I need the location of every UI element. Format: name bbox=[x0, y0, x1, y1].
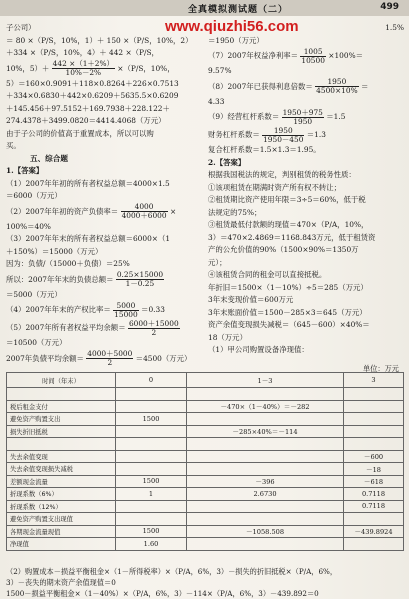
section-heading: 五、综合题 bbox=[30, 153, 68, 163]
text-line: ④该租赁合同的租金可以直接抵税。 bbox=[208, 270, 327, 279]
numerator: 1950 bbox=[262, 127, 304, 136]
text-line: ＝6000（万元） bbox=[6, 191, 62, 200]
cell bbox=[116, 500, 187, 513]
text: ＝0.33 bbox=[141, 305, 165, 314]
cell bbox=[187, 438, 344, 451]
cell bbox=[344, 388, 404, 401]
text: ＝4500（万元） bbox=[135, 353, 192, 363]
cell bbox=[187, 463, 344, 476]
fraction bbox=[300, 48, 326, 65]
text-line: 产的公允价值的90%（1500×90%＝1350万 bbox=[208, 245, 359, 254]
cell: －618 bbox=[344, 475, 404, 488]
cell bbox=[344, 538, 404, 551]
cell: 1500 bbox=[116, 413, 187, 426]
cell bbox=[187, 513, 344, 526]
cell: －396 bbox=[187, 475, 344, 488]
text-line: 3年末变现价值＝600万元 bbox=[208, 295, 294, 304]
cell: －18 bbox=[344, 463, 404, 476]
right-column bbox=[208, 22, 404, 357]
table-row bbox=[7, 475, 404, 488]
row-label: 差额现金流量 bbox=[7, 475, 116, 488]
formula-line bbox=[6, 60, 202, 78]
cell: 1 bbox=[116, 488, 187, 501]
text-line: 3年末账面价值＝1500－285×3＝645（万元） bbox=[208, 307, 367, 317]
cell bbox=[187, 388, 344, 401]
fraction bbox=[315, 78, 358, 95]
text-line: 1500－损益平衡租金×（1－40%）×（P/A，6%，3）－114×（P/A，6%，3）－439.892＝0 bbox=[6, 589, 319, 598]
cell: 1.60 bbox=[116, 538, 187, 551]
table-row bbox=[7, 538, 404, 551]
fraction bbox=[52, 60, 115, 77]
cell bbox=[187, 500, 344, 513]
denominator: 10500 bbox=[301, 55, 325, 65]
numerator: 1005 bbox=[300, 48, 326, 57]
cell bbox=[116, 513, 187, 526]
table-row bbox=[7, 525, 404, 538]
row-label: 失去余值变现损失减税 bbox=[7, 463, 116, 476]
text-line: 3）－丧失的期末资产余值现值＝0 bbox=[6, 578, 116, 587]
watermark-url: www.qiuzhi56.com bbox=[165, 18, 299, 35]
table-row bbox=[7, 438, 404, 451]
fraction bbox=[113, 302, 139, 319]
text-line: 274.4378＋3499.0820＝4414.4068（万元） bbox=[6, 116, 166, 125]
text-line: 5）＝160×0.9091＋118×0.8264＋226×0.7513 bbox=[6, 78, 179, 88]
row-label: 各期现金流量现值 bbox=[7, 525, 116, 538]
formula-line bbox=[6, 203, 202, 221]
text-line: 因为：负债/（15000＋负债）＝25% bbox=[6, 259, 130, 268]
formula-line bbox=[208, 78, 404, 96]
header-title: 全真模拟测试题（二） bbox=[188, 5, 289, 15]
cell bbox=[344, 400, 404, 413]
table-row bbox=[7, 450, 404, 463]
text-line: （3）2007年年末的所有者权益总额＝6000×（1 bbox=[6, 234, 171, 243]
fraction bbox=[262, 127, 304, 144]
header-cell: 0 bbox=[116, 373, 187, 388]
cash-flow-table bbox=[6, 372, 404, 551]
table-header-row bbox=[7, 373, 404, 388]
text: ×100%＝ bbox=[328, 51, 363, 60]
numerator: 5000 bbox=[113, 302, 139, 311]
row-label: 避免资产购置支出 bbox=[7, 413, 116, 426]
cell bbox=[116, 400, 187, 413]
numerator: 442 ×（1＋2%） bbox=[52, 59, 114, 68]
header-cell: 3 bbox=[344, 373, 404, 388]
formula-line bbox=[6, 319, 202, 337]
fraction bbox=[86, 350, 133, 367]
table-row bbox=[7, 488, 404, 501]
text: ＝1.3 bbox=[306, 130, 326, 139]
text: ×（P/S，10%， bbox=[117, 63, 175, 73]
denominator: 2 bbox=[151, 327, 157, 337]
answer-heading: 2.【答案】 bbox=[208, 157, 246, 167]
text-line: 资产余值变现损失减税＝（645－600）×40%＝ bbox=[208, 320, 370, 329]
cell bbox=[187, 450, 344, 463]
cell: －1058.508 bbox=[187, 525, 344, 538]
text-line: ＝5000（万元） bbox=[6, 289, 62, 299]
cell: －470×（1－40%）＝－282 bbox=[187, 400, 344, 413]
denominator: 2 bbox=[107, 358, 113, 367]
denominator: 10%－2% bbox=[65, 68, 102, 77]
text: （7）2007年权益净利率＝ bbox=[208, 51, 299, 60]
text: ＝ bbox=[360, 81, 369, 91]
cell bbox=[116, 450, 187, 463]
cell: －439.8924 bbox=[344, 525, 404, 538]
row-label: 损失折旧抵税 bbox=[7, 425, 116, 438]
text: （4）2007年年末的产权比率＝ bbox=[6, 305, 111, 314]
numerator: 0.25×15000 bbox=[116, 270, 164, 279]
formula-line bbox=[208, 126, 404, 144]
cell bbox=[344, 413, 404, 426]
row-label: 避免资产购置支出现值 bbox=[7, 513, 116, 526]
cell bbox=[344, 425, 404, 438]
text-line: 买。 bbox=[6, 141, 21, 150]
cell bbox=[187, 413, 344, 426]
row-label bbox=[7, 438, 116, 451]
text-line: ＝10500（万元） bbox=[6, 338, 67, 347]
page-number: 499 bbox=[380, 2, 399, 12]
table-row bbox=[7, 413, 404, 426]
row-label: 净现值 bbox=[7, 538, 116, 551]
text-line: ①该项租赁在期满时资产所有权不转让； bbox=[208, 182, 342, 192]
formula-line bbox=[6, 301, 202, 319]
cell bbox=[116, 463, 187, 476]
table-row bbox=[7, 463, 404, 476]
text-line: ＋150%）＝15000（万元） bbox=[6, 246, 103, 256]
text-line: 复合杠杆系数＝1.5×1.3＝1.95。 bbox=[208, 145, 321, 154]
text-line: 100%＝40% bbox=[6, 221, 51, 231]
text-line: ②租赁期比资产使用年限＝3÷5＝60%，低于税 bbox=[208, 195, 366, 204]
cell: 1500 bbox=[116, 475, 187, 488]
text: 2007年负债平均余额＝ bbox=[6, 353, 84, 363]
text-line: 9.57% bbox=[208, 66, 232, 75]
table-unit: 单位：万元 bbox=[363, 364, 399, 373]
denominator: 1950－450 bbox=[263, 134, 304, 144]
text-line bbox=[208, 22, 404, 35]
cell: 2.6730 bbox=[187, 488, 344, 501]
text: 1.5% bbox=[385, 23, 404, 32]
bottom-text bbox=[6, 566, 337, 599]
text: ＝1.5 bbox=[326, 112, 346, 121]
row-label: 折现系数（12%） bbox=[7, 500, 116, 513]
cell: 0.7118 bbox=[344, 500, 404, 513]
row-label bbox=[7, 388, 116, 401]
text-line: 4.33 bbox=[208, 96, 225, 106]
row-label: 税后租金支付 bbox=[7, 400, 116, 413]
text-line: 法规定的75%； bbox=[208, 207, 262, 217]
formula-line bbox=[6, 271, 202, 289]
cell: 1500 bbox=[116, 525, 187, 538]
cell bbox=[116, 425, 187, 438]
cell: 0.7118 bbox=[344, 488, 404, 501]
numerator: 4000 bbox=[121, 203, 168, 212]
text-line: 元）； bbox=[208, 257, 227, 267]
text-line: 子公司） bbox=[6, 23, 36, 32]
denominator: 1－0.25 bbox=[125, 279, 155, 288]
cell bbox=[187, 538, 344, 551]
text-line: ＋145.456＋97.5152＋169.7938＋228.122＋ bbox=[6, 103, 170, 113]
fraction bbox=[116, 271, 164, 288]
text-line: ＝1950（万元） bbox=[208, 35, 264, 45]
cell bbox=[116, 438, 187, 451]
row-label: 折现系数（6%） bbox=[7, 488, 116, 501]
text: 10%，5）＋ bbox=[6, 63, 50, 73]
fraction bbox=[121, 203, 168, 220]
formula-line bbox=[208, 108, 404, 126]
denominator: 1950 bbox=[293, 116, 313, 126]
text-line: 18（万元） bbox=[208, 332, 247, 342]
fraction bbox=[128, 320, 180, 337]
formula-line bbox=[208, 47, 404, 65]
cell: －285×40%＝－114 bbox=[187, 425, 344, 438]
text: 财务杠杆系数＝ bbox=[208, 130, 260, 139]
text-line: （2）购置成本－损益平衡租金×（1－所得税率）×（P/A，6%，3）－损失的折旧抵税×（P/A，6%， bbox=[6, 567, 338, 576]
formula-line bbox=[6, 350, 202, 368]
table-row bbox=[7, 400, 404, 413]
text-line: （1）2007年年初的所有者权益总额＝4000×1.5 bbox=[6, 178, 170, 188]
table-row bbox=[7, 500, 404, 513]
text-line: （1）甲公司购置设备净现值： bbox=[208, 345, 309, 354]
text-line: ＋334×0.6830＋442×0.6209＋5635.5×0.6209 bbox=[6, 91, 179, 100]
text-line: 由于子公司的价值高于重置成本，所以可以购 bbox=[6, 128, 154, 138]
table-row bbox=[7, 388, 404, 401]
text: 所以：2007年年末的负债总额＝ bbox=[6, 274, 114, 284]
text-line: ③租赁最低付款额的现值＝470×（P/A，10%， bbox=[208, 220, 369, 229]
text: （5）2007年所有者权益平均余额＝ bbox=[6, 323, 126, 332]
cell bbox=[116, 388, 187, 401]
denominator: 15000 bbox=[114, 309, 138, 319]
numerator: 1950 bbox=[315, 78, 358, 87]
text-line: 根据我国税法的规定，判别租赁的税务性质： bbox=[208, 170, 356, 179]
numerator: 6000＋15000 bbox=[128, 318, 179, 328]
text-line: 3）＝470×2.4869＝1168.843万元，低于租赁资 bbox=[208, 232, 376, 242]
header-cell: 1－3 bbox=[187, 373, 344, 388]
table-row bbox=[7, 513, 404, 526]
text: × bbox=[169, 206, 177, 216]
cell: －600 bbox=[344, 450, 404, 463]
numerator: 1950＋975 bbox=[282, 107, 323, 117]
cell bbox=[344, 438, 404, 451]
answer-heading: 1.【答案】 bbox=[6, 166, 44, 175]
text: （2）2007年年初的资产负债率＝ bbox=[6, 206, 119, 216]
cell bbox=[344, 513, 404, 526]
page-header bbox=[0, 0, 409, 16]
text: （9）经营杠杆系数＝ bbox=[208, 112, 280, 121]
row-label: 失去余值变现 bbox=[7, 450, 116, 463]
denominator: 4000＋6000 bbox=[121, 211, 167, 220]
header-cell: 时间（年末） bbox=[7, 373, 116, 388]
text-line: 年折旧＝1500×（1－10%）÷5＝285（万元） bbox=[208, 282, 368, 292]
fraction bbox=[282, 109, 324, 126]
numerator: 4000＋5000 bbox=[87, 349, 133, 358]
denominator: 4500×10% bbox=[316, 86, 358, 95]
text-line: ＝ 80 ×（P/S，10%，1）＋ 150 ×（P/S，10%，2） bbox=[6, 35, 193, 45]
left-column bbox=[6, 22, 202, 368]
text-line: ＋334 ×（P/S，10%，4）＋ 442 ×（P/S， bbox=[6, 48, 159, 57]
table-row bbox=[7, 425, 404, 438]
text: （8）2007年已获得利息倍数＝ bbox=[208, 81, 313, 91]
